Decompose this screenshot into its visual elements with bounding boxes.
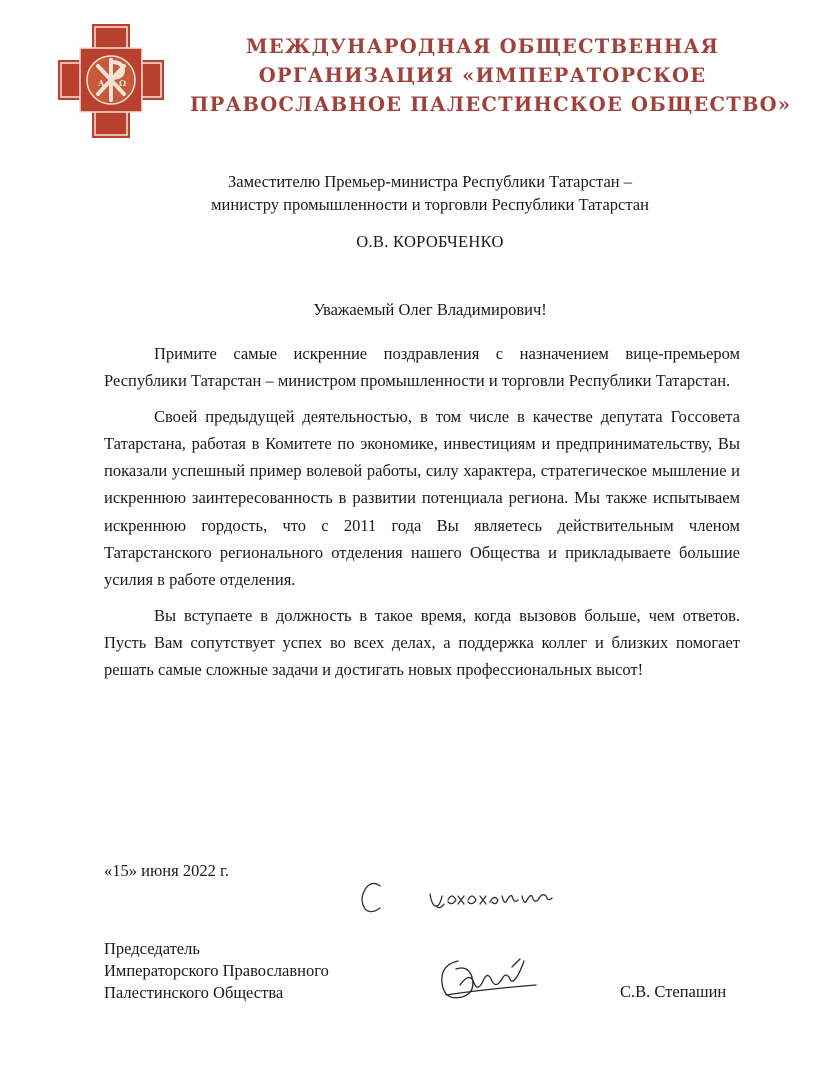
paragraph-3: Вы вступаете в должность в такое время, когда вызовов больше, чем ответов. Пусть Вам сопутствует успех во всех делах, а поддержка коллег и близких помогает решать самые сложные задачи и достигать новых профессиональных высот!: [104, 605, 740, 680]
org-title-line-2: ОРГАНИЗАЦИЯ «ИМПЕРАТОРСКОЕ: [258, 64, 707, 87]
addressee-line-2: министру промышленности и торговли Республики Татарстан: [211, 195, 649, 214]
recipient-name: О.В. КОРОБЧЕНКО: [356, 232, 504, 251]
signatory-name: С.В. Степашин: [620, 982, 727, 1001]
ippo-cross-logo: [58, 24, 164, 138]
position-line-1: Председатель: [104, 939, 200, 958]
svg-text:А: А: [98, 78, 105, 88]
position-line-2: Императорского Православного: [104, 961, 329, 980]
greeting: Уважаемый Олег Владимирович!: [313, 300, 547, 319]
signatory-position: [104, 938, 329, 1004]
org-title-line-1: МЕЖДУНАРОДНАЯ ОБЩЕСТВЕННАЯ: [245, 35, 719, 58]
handwritten-note: [352, 872, 572, 916]
addressee-line-1: Заместителю Премьер-министра Республики Татарстан –: [228, 172, 632, 191]
paragraph-1: Примите самые искренние поздравления с назначением вице-премьером Республики Татарстан – министром промышленности и торговли Республики Татарстан.: [104, 344, 740, 391]
letter-date: «15» июня 2022 г.: [104, 861, 229, 880]
handwritten-signature: [436, 955, 546, 1005]
org-title-line-3: ПРАВОСЛАВНОЕ ПАЛЕСТИНСКОЕ ОБЩЕСТВО»: [190, 93, 792, 116]
svg-text:Ω: Ω: [119, 78, 127, 88]
paragraph-2: Своей предыдущей деятельностью, в том числе в качестве депутата Госсовета Татарстана, работая в Комитете по экономике, инвестициям и предпринимательству, Вы показали успешный пример волевой работы, силу характера, стратегическое мышление и искреннюю заинтересованность в развитии потенциала региона. Мы также испытываем искреннюю гордость, что с 2011 года Вы являетесь действительным членом Татарстанского регионального отделения нашего Общества и прикладываете большие усилия в работе отделения.: [104, 406, 740, 590]
addressee-block: [100, 170, 760, 216]
organization-title: [190, 32, 792, 119]
position-line-3: Палестинского Общества: [104, 983, 284, 1002]
letter-body: [104, 340, 740, 692]
